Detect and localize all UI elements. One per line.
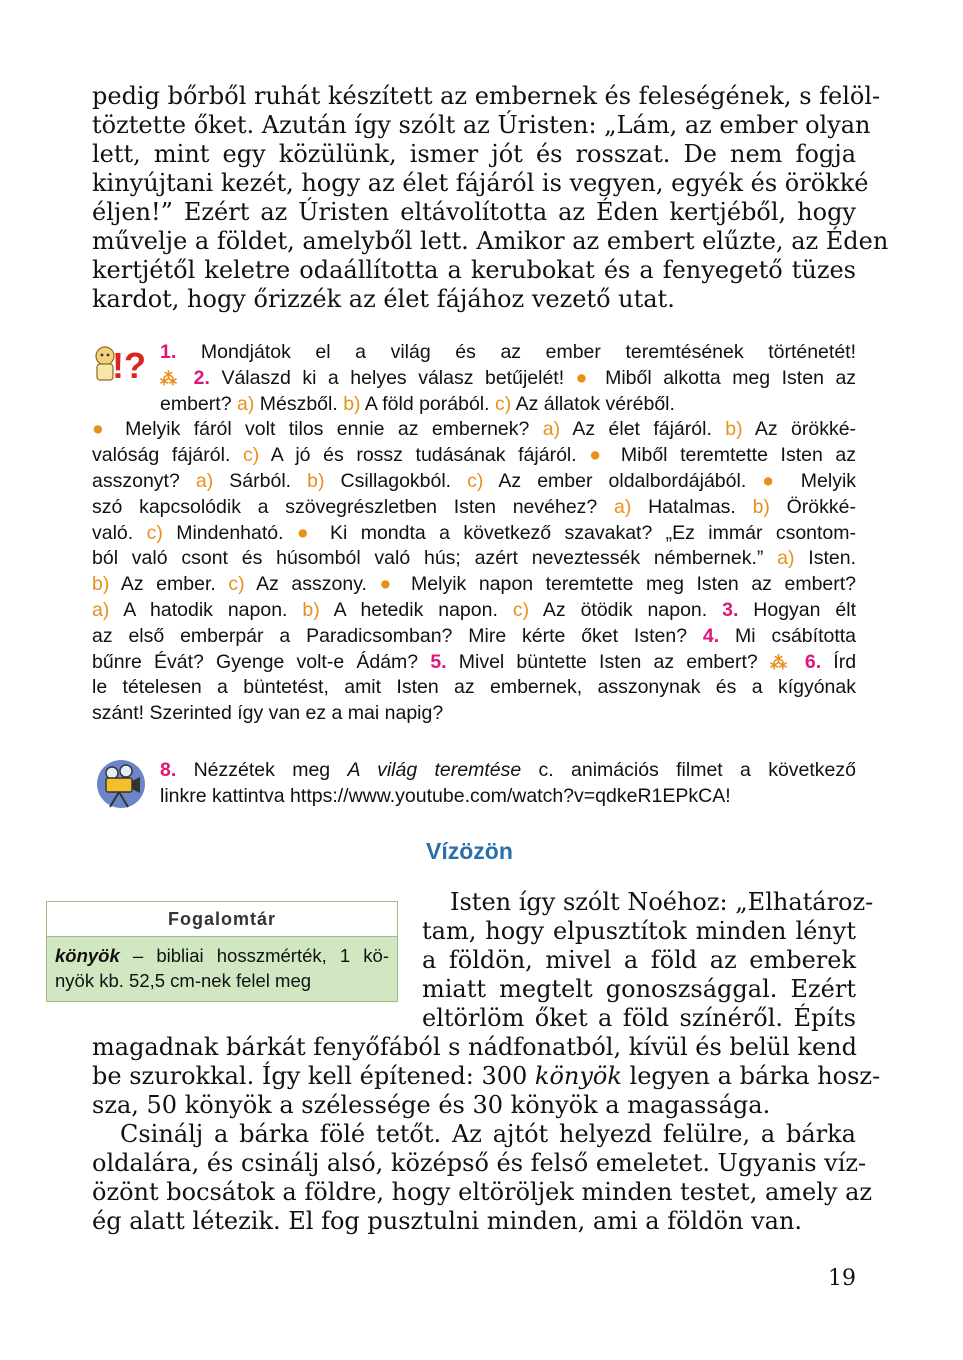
question-text: Mondjátok el a világ és az ember teremtésének történetét!: [200, 341, 856, 363]
bullet-icon: ●: [92, 418, 112, 441]
text-line: tam, hogy elpusztítok minden lényt: [422, 917, 856, 945]
option-letter: a): [614, 495, 632, 518]
text-line: a földön, mivel a föld az emberek: [422, 946, 856, 974]
option-text: Az élet fájáról.: [572, 418, 712, 441]
film-title: A világ teremtése: [347, 759, 522, 781]
option-text: való.: [92, 521, 134, 544]
question-text: asszonyt?: [92, 469, 180, 492]
option-text: A föld porából.: [364, 392, 490, 415]
text-line: miatt megtelt gonoszsággal. Ezért: [422, 975, 856, 1003]
page-number: 19: [828, 1266, 856, 1291]
option-letter: a): [236, 392, 255, 415]
option-text: Sárból.: [229, 469, 292, 492]
option-text: Az asszony.: [256, 573, 367, 596]
intro-line: éljen!” Ezért az Úristen eltávolította az Éden kertjéből, hogy: [92, 198, 856, 226]
question-number: 3.: [722, 598, 739, 621]
question-text: szánt! Szerinted így van ez a mai napig?: [92, 702, 444, 725]
option-text: Örökké-: [786, 495, 856, 518]
question-text: Melyik fáról volt tilos ennie az embernek?: [125, 418, 530, 441]
option-text: Az állatok véréből.: [515, 392, 675, 415]
question-text: Miből alkotta meg Isten az: [605, 366, 857, 389]
option-letter: b): [725, 418, 743, 441]
text-line: Isten így szólt Noéhoz: „Elhatároz-: [450, 888, 874, 916]
option-letter: a): [542, 418, 561, 441]
option-text: valóság fájáról.: [92, 444, 231, 467]
option-letter: b): [307, 469, 325, 492]
noah-paragraph: [92, 888, 881, 1236]
text-line: sza, 50 könyök a szélessége és 30 könyök a magassága.: [92, 1091, 771, 1119]
question-text: Ki mondta a következő szavakat? „Ez immár csontom-: [330, 521, 857, 544]
question-text: Hogyan élt: [753, 598, 857, 621]
option-text: Az örökké-: [754, 418, 857, 441]
option-text: Isten.: [808, 547, 856, 570]
glossary-text: – bibliai hosszmérték, 1 kö-: [119, 945, 389, 966]
option-letter: c): [228, 573, 245, 596]
text-line: eltörlöm őket a föld színéről. Építs: [422, 1004, 856, 1032]
option-letter: c): [512, 598, 530, 621]
option-letter: a): [195, 469, 214, 492]
option-letter: c): [146, 521, 163, 544]
option-letter: c): [467, 469, 484, 492]
question-text: ból való csont és húsomból való hús; azért neveztessék némbernek.”: [92, 547, 764, 570]
option-text: A hatodik napon.: [123, 598, 288, 621]
question-text: Melyik napon teremtette meg Isten az embert?: [411, 573, 857, 596]
text-line: Csinálj a bárka fölé tetőt. Az ajtót helyezd felülre, a bárka: [120, 1120, 856, 1148]
intro-line: kardot, hogy őrizzék az élet fájához vezető utat.: [92, 285, 675, 313]
option-letter: b): [752, 495, 770, 518]
star-icon: ⁂: [160, 368, 183, 388]
option-text: Mészből.: [259, 392, 338, 415]
question-number: 2.: [193, 366, 210, 389]
intro-line: pedig bőrből ruhát készített az embernek és feleségének, s felöl-: [92, 82, 881, 110]
option-letter: b): [92, 573, 110, 596]
option-text: Mindenható.: [176, 521, 284, 544]
question-text: Mivel büntette Isten az embert?: [458, 650, 758, 673]
question-number: 4.: [702, 624, 720, 647]
option-letter: c): [494, 392, 512, 415]
option-text: Csillagokból.: [340, 469, 452, 492]
question-text: le tételesen a büntetést, amit Isten az embernek, asszonynak és a kígyónak: [92, 676, 856, 699]
video-link-text[interactable]: linkre kattintva https://www.youtube.com/watch?v=qdkeR1EPkCA!: [160, 784, 731, 807]
question-text: c. animációs filmet a következő: [538, 759, 857, 781]
section-title: Vízözön: [426, 838, 513, 864]
text-fragment: legyen a bárka hosz-: [629, 1062, 881, 1090]
intro-line: kertjétől keletre odaállította a kerubokat és a fenyegető tüzes: [92, 256, 856, 284]
bullet-icon: ●: [379, 573, 399, 596]
option-text: A jó és rossz tudásának fájáról.: [270, 444, 577, 467]
bullet-icon: ●: [762, 469, 785, 492]
question-text: Nézzétek meg: [193, 759, 331, 781]
text-line: özönt bocsátok a földre, hogy eltöröljek minden testet, amely az: [92, 1178, 873, 1206]
question-text: Miből teremtette Isten az: [620, 444, 857, 467]
question-text: Válaszd ki a helyes válasz betűjelét!: [221, 366, 565, 389]
option-letter: b): [302, 598, 320, 621]
text-line: ég alatt létezik. El fog pusztulni minden, ami a földön van.: [92, 1207, 803, 1235]
option-text: Hatalmas.: [648, 495, 736, 518]
glossary-text: nyök kb. 52,5 cm-nek felel meg: [55, 970, 312, 991]
question-number: 1.: [160, 341, 177, 363]
bullet-icon: ●: [575, 366, 594, 389]
text-line: magadnak bárkát fenyőfából s nádfonatból, kívül és belül kend: [92, 1033, 857, 1061]
intro-line: kinyújtani kezét, hogy az élet fájáról is vegyen, egyék és örökké: [92, 169, 869, 197]
option-text: Az ötödik napon.: [542, 598, 708, 621]
text-fragment: be szurokkal. Így kell építened: 300: [92, 1062, 528, 1090]
option-text: A hetedik napon.: [333, 598, 498, 621]
option-letter: b): [343, 392, 361, 415]
option-text: Az ember oldalbordájából.: [498, 469, 747, 492]
intro-line: töztette őket. Azután így szólt az Úristen: „Lám, az ember olyan: [92, 111, 871, 139]
question-text: Mi csábította: [735, 624, 857, 647]
star-icon: ⁂: [769, 652, 793, 672]
question-text: Melyik: [800, 469, 857, 492]
question-number: 8.: [160, 759, 177, 781]
bullet-icon: ●: [296, 521, 317, 544]
question-text: embert?: [160, 392, 232, 415]
text-line: oldalára, és csinálj alsó, középső és felső emeletet. Ugyanis víz-: [92, 1149, 867, 1177]
option-text: Az ember.: [120, 573, 216, 596]
bullet-icon: ●: [589, 444, 609, 467]
question-text: bűnre Évát? Gyenge volt-e Ádám?: [92, 650, 419, 673]
question-number: 6.: [804, 650, 822, 673]
intro-paragraph: [92, 82, 889, 314]
option-letter: a): [777, 547, 795, 570]
option-letter: c): [242, 444, 260, 467]
svg-text:!?: !?: [112, 345, 146, 386]
glossary-title: Fogalomtár: [47, 902, 397, 937]
film-camera-icon: [92, 757, 150, 809]
video-task: [160, 758, 856, 810]
question-text: Írd: [833, 650, 857, 673]
questions-block: [92, 340, 856, 727]
intro-line: lett, mint egy közülünk, ismer jót és rosszat. De nem fogja: [92, 140, 856, 168]
glossary-term: könyök: [55, 945, 120, 966]
question-text: az első emberpár a Paradicsomban? Mire kérte őket Isten?: [92, 624, 688, 647]
intro-line: művelje a földet, amelyből lett. Amikor az embert elűzte, az Éden: [92, 227, 889, 255]
question-text: szó kapcsolódik a szövegrészletben Isten nevéhez?: [92, 495, 598, 518]
question-number: 5.: [430, 650, 447, 673]
emphasized-term: könyök: [534, 1062, 622, 1090]
option-letter: a): [92, 598, 110, 621]
